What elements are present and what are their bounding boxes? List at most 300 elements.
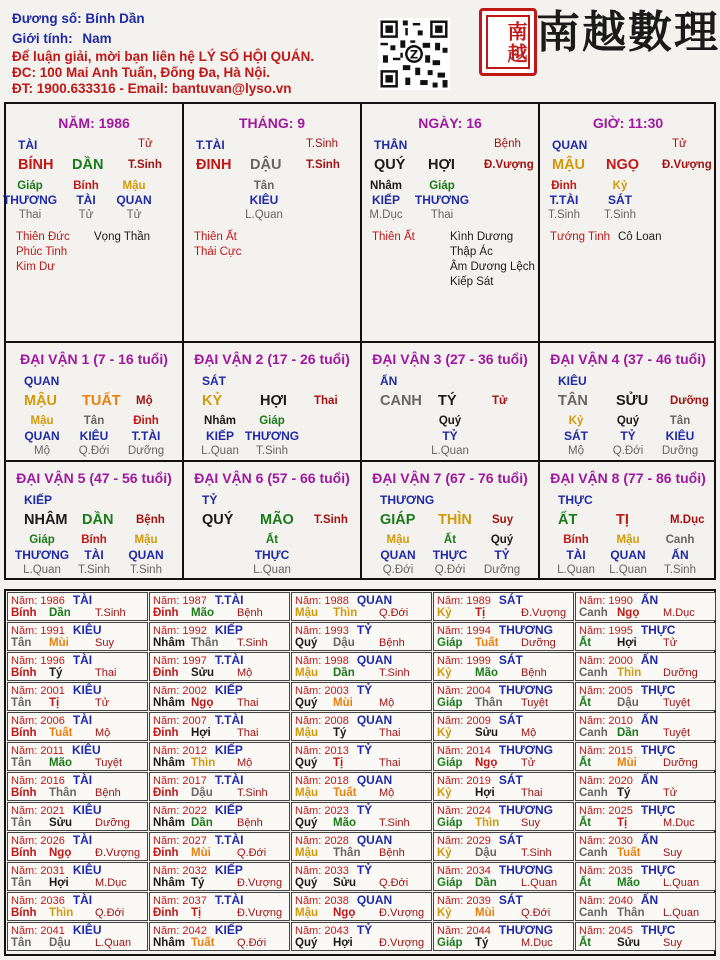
year-stem: Nhâm [153, 637, 185, 649]
year-cell[interactable] [149, 802, 290, 831]
year-label: Năm: 1990 ẤN [579, 593, 659, 607]
year-pillar [437, 847, 571, 859]
pillar-stem-god: TÀI [18, 138, 38, 152]
year-stem: Kỷ [437, 907, 452, 919]
year-pillar [153, 727, 287, 739]
year-cell[interactable] [433, 892, 574, 921]
year-pillar [11, 937, 145, 949]
hidden-stage: T.Sinh [256, 445, 288, 457]
year-cell[interactable] [149, 652, 290, 681]
year-cell[interactable] [149, 772, 290, 801]
hidden-stem: Đinh [133, 415, 159, 427]
year-cell[interactable] [575, 862, 716, 891]
hidden-god: QUAN [128, 548, 164, 562]
year-label: Năm: 1992 KIẾP [153, 623, 243, 637]
year-cell[interactable] [7, 802, 148, 831]
year-cell[interactable] [7, 712, 148, 741]
year-pillar [153, 637, 287, 649]
year-stem: Đinh [153, 727, 179, 739]
year-pillar [437, 907, 571, 919]
year-pillar [153, 757, 287, 769]
dai-van-branch: MÃO [260, 512, 294, 528]
dai-van-stage: Bệnh [136, 514, 165, 526]
year-stem: Giáp [437, 937, 463, 949]
year-god: KIÊU [72, 623, 102, 637]
year-cell[interactable] [575, 652, 716, 681]
year-cell[interactable] [149, 622, 290, 651]
hidden-stem: Mậu [122, 180, 146, 192]
year-cell[interactable] [433, 922, 574, 951]
pillar-branch-stage-top: Bệnh [494, 138, 521, 150]
hidden-stem: Giáp [259, 415, 285, 427]
year-pillar [437, 697, 571, 709]
year-cell[interactable] [149, 892, 290, 921]
year-pillar [153, 667, 287, 679]
year-stage: Bệnh [521, 667, 547, 679]
year-god: ẤN [640, 653, 659, 667]
year-label: Năm: 2018 QUAN [295, 773, 393, 787]
year-pillar [11, 637, 145, 649]
year-stage: Bệnh [379, 847, 405, 859]
year-cell[interactable] [433, 862, 574, 891]
year-branch: Dần [333, 667, 355, 679]
dai-van-branch: TÝ [438, 393, 457, 409]
year-stage: T.Sinh [379, 667, 410, 679]
year-god: SÁT [498, 893, 523, 907]
hidden-stage: Dưỡng [483, 564, 521, 576]
year-cell[interactable] [575, 682, 716, 711]
pillar-stem: QUÝ [374, 157, 406, 173]
year-label: Năm: 2034 THƯƠNG [437, 863, 553, 877]
year-god: THỰC [640, 683, 676, 697]
year-branch: Thìn [49, 907, 74, 919]
year-god: KIẾP [214, 683, 243, 697]
hidden-stage: Thai [18, 209, 42, 221]
inauspicious-star: Thập Ác [450, 246, 493, 258]
pillar-branch-stage-top: Tử [138, 138, 153, 150]
year-pillar [437, 787, 571, 799]
dai-van-3 [362, 343, 539, 460]
hidden-god: T.TÀI [131, 429, 161, 443]
dai-van-god: KIÊU [558, 374, 587, 388]
dai-van-title: ĐẠI VẬN 4 (37 - 46 tuổi) [550, 351, 706, 367]
dai-van-stage: M.Dục [670, 514, 705, 526]
year-stem: Mậu [295, 727, 318, 739]
year-god: QUAN [356, 893, 393, 907]
year-cell[interactable] [7, 682, 148, 711]
pillar-stem: BÍNH [18, 157, 54, 173]
year-cell[interactable] [7, 922, 148, 951]
year-branch: Tý [191, 877, 205, 889]
hidden-stem: Quý [438, 415, 462, 427]
year-stem: Canh [579, 667, 608, 679]
year-cell[interactable] [7, 862, 148, 891]
year-label: Năm: 2001 KIÊU [11, 683, 102, 697]
year-label: Năm: 2042 KIẾP [153, 923, 243, 937]
hidden-stem: Quý [490, 534, 514, 546]
year-branch: Thân [191, 637, 219, 649]
year-stem: Đinh [153, 607, 179, 619]
year-god: THỰC [640, 803, 676, 817]
year-stage: T.Sinh [521, 847, 552, 859]
year-cell[interactable] [149, 922, 290, 951]
year-stage: T.Sinh [95, 607, 126, 619]
year-god: KIẾP [214, 743, 243, 757]
year-cell[interactable] [575, 742, 716, 771]
year-cell[interactable] [291, 652, 432, 681]
chart-grid [4, 102, 716, 580]
year-pillar [437, 877, 571, 889]
year-cell[interactable] [433, 832, 574, 861]
year-stage: T.Sinh [237, 787, 268, 799]
year-stem: Ất [579, 817, 592, 829]
year-label: Năm: 2027 T.TÀI [153, 833, 244, 847]
year-label: Năm: 1988 QUAN [295, 593, 393, 607]
hidden-god: QUAN [380, 548, 416, 562]
year-branch: Sửu [617, 937, 641, 949]
dai-van-7 [362, 462, 539, 579]
year-label: Năm: 2016 TÀI [11, 773, 93, 787]
hidden-stem: Kỷ [568, 415, 584, 427]
brand-calligraphy: 南越數理 [536, 7, 720, 58]
year-label: Năm: 2024 THƯƠNG [437, 803, 553, 817]
auspicious-star: Phúc Tinh [16, 246, 68, 258]
year-cell[interactable] [433, 712, 574, 741]
hidden-god: THƯƠNG [414, 193, 470, 207]
year-cell[interactable] [291, 832, 432, 861]
year-branch: Dậu [617, 697, 639, 709]
year-stage: L.Quan [663, 877, 700, 889]
year-branch: Hợi [475, 787, 495, 799]
pillar-branch-stage-top: Tử [672, 138, 687, 150]
year-cell[interactable] [291, 592, 432, 621]
dai-van-branch: TUẤT [82, 393, 121, 409]
year-label: Năm: 2039 SÁT [437, 893, 523, 907]
year-cell[interactable] [149, 742, 290, 771]
dai-van-stem: NHÂM [24, 512, 68, 528]
year-stage: Đ.Vượng [237, 877, 283, 889]
year-pillar [11, 787, 145, 799]
year-stem: Kỷ [437, 787, 452, 799]
year-pillar [153, 877, 287, 889]
year-god: THỰC [640, 623, 676, 637]
year-stage: Mộ [95, 727, 111, 739]
hidden-stage: Q.Đới [434, 564, 466, 576]
year-pillar [437, 727, 571, 739]
hidden-stem: Bính [563, 534, 589, 546]
dai-van-6 [184, 462, 361, 579]
year-pillar [295, 607, 429, 619]
pillar-title: NĂM: 1986 [58, 115, 130, 131]
hidden-god: KIÊU [249, 193, 279, 207]
year-label: Năm: 2036 TÀI [11, 893, 93, 907]
year-branch: Mùi [475, 907, 495, 919]
year-cell[interactable] [7, 652, 148, 681]
year-cell[interactable] [291, 892, 432, 921]
year-stem: Ất [579, 877, 592, 889]
year-cell[interactable] [575, 772, 716, 801]
year-branch: Dần [475, 877, 497, 889]
year-branch: Mùi [191, 847, 211, 859]
year-god: T.TÀI [214, 833, 244, 847]
year-god: SÁT [498, 653, 523, 667]
year-stem: Bính [11, 907, 37, 919]
year-cell[interactable] [433, 772, 574, 801]
year-cell[interactable] [575, 892, 716, 921]
year-cell[interactable] [149, 832, 290, 861]
year-stage: Tuyệt [663, 697, 691, 709]
year-stem: Mậu [295, 607, 318, 619]
year-stem: Đinh [153, 787, 179, 799]
year-pillar [437, 817, 571, 829]
dai-van-5 [6, 462, 183, 579]
year-stem: Kỷ [437, 847, 452, 859]
hidden-stage: L.Quan [557, 564, 595, 576]
phone-email-line[interactable]: ĐT: 1900.633316 - Email: bantuvan@lyso.vn [12, 81, 292, 96]
year-label: Năm: 2021 KIÊU [11, 803, 102, 817]
year-stage: T.Sinh [237, 637, 268, 649]
hidden-god: KIÊU [665, 429, 695, 443]
year-god: KIẾP [214, 623, 243, 637]
year-stage: Dưỡng [663, 757, 698, 769]
hidden-stage: T.Sinh [664, 564, 696, 576]
year-stem: Nhâm [153, 757, 185, 769]
hidden-stem: Đinh [551, 180, 577, 192]
year-stage: Q.Đới [379, 877, 409, 889]
year-stem: Nhâm [153, 817, 185, 829]
dai-van-god: THỰC [558, 493, 593, 507]
year-label: Năm: 2012 KIẾP [153, 743, 243, 757]
pillar-3 [362, 104, 539, 341]
year-label: Năm: 2040 ẤN [579, 893, 659, 907]
hidden-god: KIẾP [205, 429, 235, 443]
year-label: Năm: 2017 T.TÀI [153, 773, 244, 787]
hidden-stage: Q.Đới [78, 445, 110, 457]
year-god: THỰC [640, 743, 676, 757]
year-pillar [579, 757, 713, 769]
year-cell[interactable] [433, 592, 574, 621]
year-pillar [579, 847, 713, 859]
hidden-stem: Nhâm [204, 415, 236, 427]
year-god: SÁT [498, 833, 523, 847]
year-cell[interactable] [7, 742, 148, 771]
year-god: ẤN [640, 833, 659, 847]
year-stem: Mậu [295, 667, 318, 679]
year-cell[interactable] [575, 712, 716, 741]
hidden-stage: Dưỡng [127, 445, 165, 457]
year-stage: Q.Đới [379, 607, 409, 619]
dai-van-stage: Tử [492, 395, 508, 407]
year-branch: Mão [191, 607, 214, 619]
year-stage: Đ.Vượng [237, 907, 283, 919]
hidden-god: THƯƠNG [14, 548, 70, 562]
year-god: KIÊU [72, 803, 102, 817]
year-god: THƯƠNG [498, 743, 553, 757]
year-cell[interactable] [291, 622, 432, 651]
year-god: TÀI [72, 893, 93, 907]
year-cell[interactable] [291, 862, 432, 891]
year-cell[interactable] [575, 802, 716, 831]
dai-van-stage: T.Sinh [314, 514, 348, 526]
year-cell[interactable] [433, 682, 574, 711]
year-cell[interactable] [149, 682, 290, 711]
year-god: KIẾP [214, 923, 243, 937]
year-cell[interactable] [291, 712, 432, 741]
pillar-stage: Đ.Vượng [484, 159, 534, 171]
dai-van-title: ĐẠI VẬN 1 (7 - 16 tuổi) [20, 351, 168, 367]
year-stage: Suy [521, 817, 540, 829]
year-god: KIẾP [214, 803, 243, 817]
year-label: Năm: 2013 TỶ [295, 743, 373, 757]
dai-van-title: ĐẠI VẬN 8 (77 - 86 tuổi) [550, 470, 706, 486]
address-line: ĐC: 100 Mai Anh Tuấn, Đống Đa, Hà Nội. [12, 65, 271, 80]
year-stem: Quý [295, 757, 318, 769]
year-stem: Ất [579, 637, 592, 649]
hidden-stem: Mậu [30, 415, 54, 427]
year-cell[interactable] [149, 862, 290, 891]
hidden-god: TỶ [620, 429, 636, 443]
year-cell[interactable] [291, 682, 432, 711]
year-stem: Nhâm [153, 937, 185, 949]
year-god: SÁT [498, 713, 523, 727]
dai-van-god: KIẾP [24, 493, 53, 507]
hidden-stage: Thai [430, 209, 454, 221]
year-cell[interactable] [575, 622, 716, 651]
hidden-stem: Mậu [386, 534, 410, 546]
year-stem: Ất [579, 757, 592, 769]
year-cell[interactable] [575, 922, 716, 951]
year-branch: Dậu [475, 847, 497, 859]
dai-van-stem: QUÝ [202, 512, 234, 528]
year-god: SÁT [498, 593, 523, 607]
hidden-god: QUAN [610, 548, 646, 562]
year-cell[interactable] [575, 592, 716, 621]
year-god: THƯƠNG [498, 923, 553, 937]
year-cell[interactable] [575, 832, 716, 861]
year-pillar [579, 817, 713, 829]
hidden-stage: M.Dục [369, 209, 403, 221]
year-stage: M.Dục [663, 607, 695, 619]
year-cell[interactable] [433, 742, 574, 771]
hidden-stem: Mậu [134, 534, 158, 546]
year-cell[interactable] [7, 832, 148, 861]
year-label: Năm: 2008 QUAN [295, 713, 393, 727]
year-cell[interactable] [7, 622, 148, 651]
hidden-stage: L.Quan [23, 564, 61, 576]
year-branch: Tý [333, 727, 347, 739]
pillar-branch: DẦN [72, 157, 104, 173]
pillar-1 [2, 104, 183, 341]
year-label: Năm: 2043 TỶ [295, 923, 373, 937]
year-cell[interactable] [7, 892, 148, 921]
year-branch: Sửu [191, 667, 215, 679]
year-god: TỶ [356, 623, 373, 637]
year-label: Năm: 2020 ẤN [579, 773, 659, 787]
year-label: Năm: 1991 KIÊU [11, 623, 102, 637]
year-stem: Canh [579, 607, 608, 619]
year-stem: Bính [11, 667, 37, 679]
hidden-god: THƯƠNG [2, 193, 58, 207]
dai-van-title: ĐẠI VẬN 6 (57 - 66 tuổi) [194, 470, 350, 486]
year-cell[interactable] [433, 802, 574, 831]
year-pillar [579, 877, 713, 889]
year-god: T.TÀI [214, 593, 244, 607]
year-god: THỰC [640, 863, 676, 877]
year-label: Năm: 2003 TỶ [295, 683, 373, 697]
year-cell[interactable] [7, 592, 148, 621]
year-pillar [295, 667, 429, 679]
hidden-stage: L.Quan [431, 445, 469, 457]
year-pillar [437, 757, 571, 769]
year-cell[interactable] [149, 712, 290, 741]
year-stage: L.Quan [521, 877, 558, 889]
year-stem: Nhâm [153, 697, 185, 709]
dai-van-stage: Thai [314, 395, 338, 407]
year-god: T.TÀI [214, 893, 244, 907]
year-branch: Thìn [475, 817, 500, 829]
year-stage: Mộ [237, 667, 253, 679]
year-label: Năm: 2041 KIÊU [11, 923, 102, 937]
pillar-branch: DẬU [250, 157, 282, 173]
year-label: Năm: 2033 TỶ [295, 863, 373, 877]
year-stem: Mậu [295, 907, 318, 919]
year-god: ẤN [640, 893, 659, 907]
year-stage: Tử [663, 637, 678, 649]
year-cell[interactable] [433, 622, 574, 651]
year-stage: L.Quan [95, 937, 132, 949]
year-stage: Tử [95, 697, 110, 709]
year-label: Năm: 2010 ẤN [579, 713, 659, 727]
year-cell[interactable] [291, 742, 432, 771]
year-cell[interactable] [291, 922, 432, 951]
year-pillar [153, 817, 287, 829]
year-stage: T.Sinh [379, 817, 410, 829]
year-stage: Tử [521, 757, 536, 769]
year-god: TÀI [72, 653, 93, 667]
dai-van-stage: Mộ [136, 395, 153, 407]
year-stage: M.Dục [95, 877, 127, 889]
year-branch: Tị [617, 817, 628, 829]
year-cell[interactable] [7, 772, 148, 801]
year-god: TỶ [356, 803, 373, 817]
year-god: TỶ [356, 863, 373, 877]
year-god: QUAN [356, 773, 393, 787]
year-label: Năm: 2000 ẤN [579, 653, 659, 667]
dai-van-stage: Suy [492, 514, 514, 526]
hidden-god: T.TÀI [549, 193, 579, 207]
year-stage: Bệnh [95, 787, 121, 799]
year-stage: Tuyệt [521, 697, 549, 709]
year-cell[interactable] [291, 802, 432, 831]
year-stem: Canh [579, 907, 608, 919]
year-stage: Tuyệt [663, 727, 691, 739]
year-cell[interactable] [149, 592, 290, 621]
hidden-stem: Tân [253, 180, 275, 192]
annual-luck-table [4, 589, 716, 956]
year-branch: Dần [617, 727, 639, 739]
year-cell[interactable] [291, 772, 432, 801]
year-branch: Ngọ [191, 697, 214, 709]
year-branch: Thìn [333, 607, 358, 619]
dai-van-branch: HỢI [260, 393, 287, 409]
year-label: Năm: 1997 T.TÀI [153, 653, 244, 667]
year-label: Năm: 2023 TỶ [295, 803, 373, 817]
year-stage: Thai [379, 727, 401, 739]
year-branch: Ngọ [333, 907, 356, 919]
hidden-stage: Tử [78, 209, 94, 221]
year-god: THƯƠNG [498, 863, 553, 877]
year-cell[interactable] [433, 652, 574, 681]
